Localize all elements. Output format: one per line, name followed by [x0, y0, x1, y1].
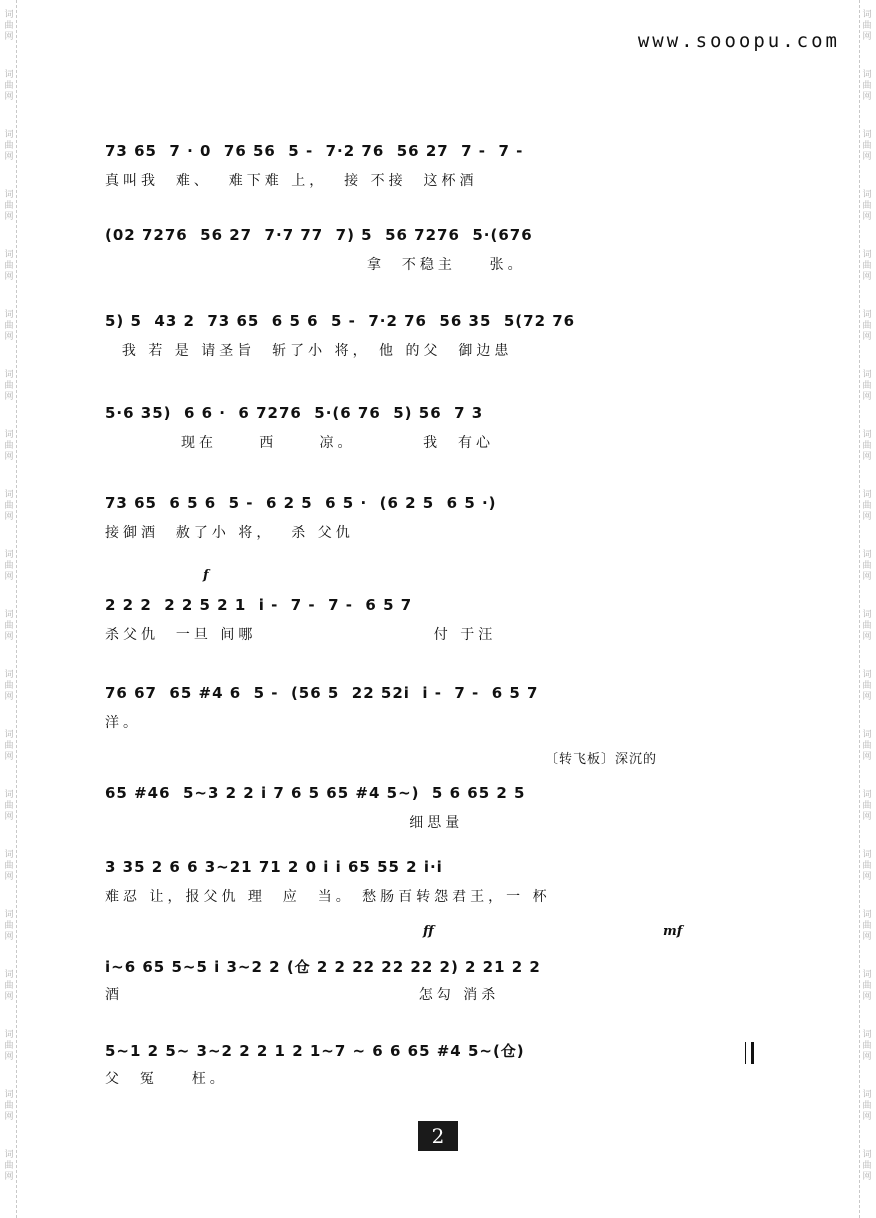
watermark-mark: 词 曲 网 — [4, 910, 14, 942]
watermark-mark: 词 曲 网 — [862, 490, 872, 522]
watermark-mark: 词 曲 网 — [862, 730, 872, 762]
watermark-mark: 词 曲 网 — [862, 250, 872, 282]
watermark-mark: 词 曲 网 — [862, 970, 872, 1002]
watermark-mark: 词 曲 网 — [862, 670, 872, 702]
dynamic-f: f — [203, 568, 209, 583]
lyrics-line: 父 冤 枉。 — [105, 1071, 228, 1087]
score-system-6 — [105, 568, 773, 646]
watermark-mark: 词 曲 网 — [4, 70, 14, 102]
notes-line: 73 65 7 · 0 76 56 5 - 7·2 76 56 27 7 - 7 - — [105, 142, 524, 160]
watermark-mark: 词 曲 网 — [862, 1030, 872, 1062]
lyrics-line: 现在 西 凉。 我 有心 — [105, 435, 495, 451]
lyrics-line: 难忍 让，报父仇 理 应 当。 愁肠百转怨君王，一 杯 — [105, 889, 551, 905]
watermark-mark: 词 曲 网 — [4, 190, 14, 222]
watermark-mark: 词 曲 网 — [4, 790, 14, 822]
score-system-2 — [105, 226, 773, 276]
lyrics-line: 接御酒 赦了小 将， 杀 父仇 — [105, 525, 354, 541]
score-system-7 — [105, 684, 773, 734]
page-number: 2 — [418, 1121, 458, 1151]
notes-line: 73 65 6 5 6 5 - 6 2 5 6 5 · (6 2 5 6 5 ·) — [105, 494, 497, 512]
notes-line: 5~1 2 5~ 3~2 2 2 1 2 1~7 ~ 6 6 65 #4 5~(仓) — [105, 1042, 525, 1060]
watermark-mark: 词 曲 网 — [862, 190, 872, 222]
final-double-barline — [745, 1042, 754, 1064]
watermark-mark: 词 曲 网 — [4, 130, 14, 162]
watermark-mark: 词 曲 网 — [862, 850, 872, 882]
watermark-mark: 词 曲 网 — [4, 1090, 14, 1122]
website-header: www.sooopu.com — [637, 30, 840, 52]
lyrics-line: 酒 怎勾 消杀 — [105, 987, 500, 1003]
watermark-mark: 词 曲 网 — [4, 850, 14, 882]
watermark-mark: 词 曲 网 — [4, 10, 14, 42]
watermark-mark: 词 曲 网 — [862, 550, 872, 582]
notes-line: 5·6 35) 6 6 · 6 7276 5·(6 76 5) 56 7 3 — [105, 404, 484, 422]
watermark-mark: 词 曲 网 — [4, 490, 14, 522]
watermark-mark: 词 曲 网 — [862, 1090, 872, 1122]
watermark-mark: 词 曲 网 — [4, 370, 14, 402]
notes-line: 76 67 65 #4 6 5 - (56 5 22 52i i - 7 - 6 5 7 — [105, 684, 539, 702]
dynamic-ff: ff — [423, 924, 434, 939]
watermark-mark: 词 曲 网 — [862, 370, 872, 402]
score-system-4 — [105, 404, 773, 454]
watermark-mark: 词 曲 网 — [862, 1150, 872, 1182]
watermark-left-column — [2, 0, 17, 1218]
watermark-mark: 词 曲 网 — [4, 550, 14, 582]
watermark-mark: 词 曲 网 — [4, 1030, 14, 1062]
notes-line: 5) 5 43 2 73 65 6 5 6 5 - 7·2 76 56 35 5(72 76 — [105, 312, 576, 330]
watermark-mark: 词 曲 网 — [4, 670, 14, 702]
lyrics-line: 真叫我 难、 难下难 上， 接 不接 这杯酒 — [105, 173, 478, 189]
score-system-10 — [105, 924, 773, 1006]
watermark-mark: 词 曲 网 — [4, 970, 14, 1002]
watermark-mark: 词 曲 网 — [4, 1150, 14, 1182]
watermark-mark: 词 曲 网 — [862, 430, 872, 462]
watermark-mark: 词 曲 网 — [862, 70, 872, 102]
score-system-5 — [105, 494, 773, 544]
notes-line: 2 2 2 2 2 5 2 1 i - 7 - 7 - 6 5 7 — [105, 596, 413, 614]
watermark-mark: 词 曲 网 — [862, 610, 872, 642]
watermark-mark: 词 曲 网 — [862, 310, 872, 342]
watermark-mark: 词 曲 网 — [4, 310, 14, 342]
lyrics-line: 拿 不稳主 张。 — [105, 257, 526, 273]
watermark-mark: 词 曲 网 — [862, 910, 872, 942]
lyrics-line: 杀父仇 一旦 间哪 付 于汪 — [105, 627, 497, 643]
watermark-mark: 词 曲 网 — [4, 250, 14, 282]
notes-line: 65 #46 5~3 2 2 i 7 6 5 65 #4 5~) 5 6 65 2 5 — [105, 784, 526, 802]
score-system-3 — [105, 312, 773, 362]
watermark-mark: 词 曲 网 — [4, 610, 14, 642]
score-system-1 — [105, 142, 773, 192]
lyrics-line: 我 若 是 请圣旨 斩了小 将， 他 的父 御边患 — [105, 343, 513, 359]
notes-line: 3 35 2 6 6 3~21 71 2 0 i i 65 55 2 i·i — [105, 858, 443, 876]
watermark-mark: 词 曲 网 — [862, 10, 872, 42]
watermark-mark: 词 曲 网 — [862, 790, 872, 822]
score-system-9 — [105, 858, 773, 908]
dynamic-mf: mf — [663, 924, 683, 939]
watermark-right-column — [859, 0, 874, 1218]
notes-line: i~6 65 5~5 i 3~2 2 (仓 2 2 22 22 22 2) 2 21 2 2 — [105, 958, 541, 976]
watermark-mark: 词 曲 网 — [4, 430, 14, 462]
notes-line: (02 7276 56 27 7·7 77 7) 5 56 7276 5·(676 — [105, 226, 533, 244]
score-system-8 — [105, 752, 773, 834]
lyrics-line: 细思量 — [105, 815, 464, 831]
watermark-mark: 词 曲 网 — [4, 730, 14, 762]
score-system-11 — [105, 1040, 773, 1090]
watermark-mark: 词 曲 网 — [862, 130, 872, 162]
lyrics-line: 洋。 — [105, 715, 141, 731]
tempo-change-marking: 〔转飞板〕深沉的 — [545, 752, 658, 767]
